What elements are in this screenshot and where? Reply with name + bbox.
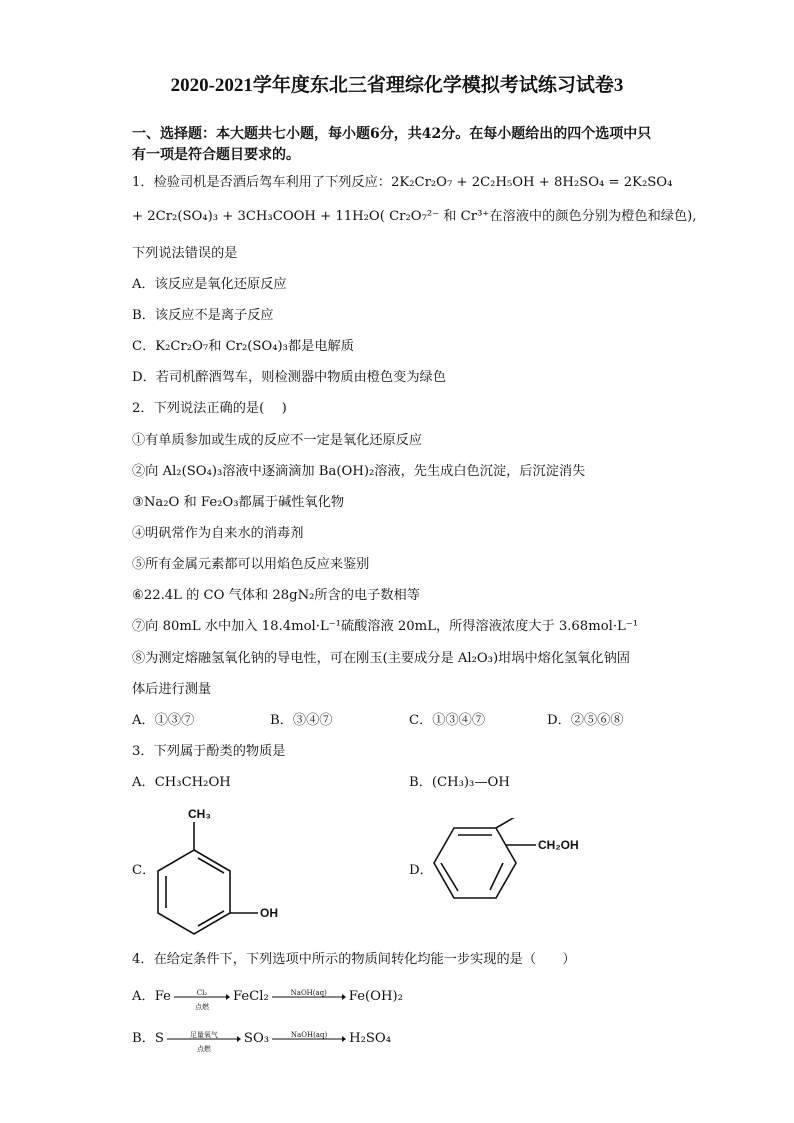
q2-option-c: C．①③④⑦ bbox=[409, 713, 486, 728]
q4-b-arrow-2-top: NaOH(aq) bbox=[290, 1030, 328, 1039]
q1-option-a: A．该反应是氧化还原反应 bbox=[132, 277, 287, 292]
q4-stem: 4．在给定条件下，下列选项中所示的物质间转化均能一步实现的是（ ） bbox=[132, 952, 576, 967]
q4-a-arrow-2 bbox=[272, 988, 346, 1000]
section-header-line1: 一、选择题：本大题共七小题，每小题6分，共42分。在每小题给出的四个选项中只 bbox=[132, 126, 652, 142]
q2-stem: 2．下列说法正确的是( ) bbox=[132, 401, 287, 416]
q3-option-d-label: D． bbox=[409, 863, 433, 878]
q1-stem-line3: 下列说法错误的是 bbox=[132, 246, 238, 261]
q4-b-reactant: B．S bbox=[132, 1031, 164, 1046]
q4-option-b bbox=[132, 1030, 391, 1053]
page-title: 2020-2021学年度东北三省理综化学模拟考试练习试卷3 bbox=[170, 75, 624, 96]
q1-option-c: C．K₂Cr₂O₇和 Cr₂(SO₄)₃都是电解质 bbox=[132, 339, 354, 354]
q4-a-reactant: A．Fe bbox=[132, 989, 171, 1004]
q4-a-product: Fe(OH)₂ bbox=[348, 989, 403, 1004]
q4-a-arrow-1-bottom: 点燃 bbox=[194, 1002, 209, 1011]
q4-b-arrow-1 bbox=[167, 1030, 241, 1053]
q3-d-ch2oh-label: CH₂OH bbox=[538, 838, 579, 852]
q1-option-b: B．该反应不是离子反应 bbox=[132, 308, 274, 323]
q1-stem-line1: 1．检验司机是否酒后驾车利用了下列反应：2K₂Cr₂O₇ + 2C₂H₅OH + 8H₂SO₄ = 2K₂SO₄ bbox=[132, 175, 673, 190]
q2-statement-1: ①有单质参加或生成的反应不一定是氧化还原反应 bbox=[132, 433, 423, 448]
q2-option-d: D．②⑤⑥⑧ bbox=[547, 713, 624, 728]
q4-a-arrow-1-top: Cl₂ bbox=[196, 988, 208, 997]
q4-a-arrow-1 bbox=[174, 988, 230, 1011]
q1-stem-line2: + 2Cr₂(SO₄)₃ + 3CH₃COOH + 11H₂O( Cr₂O₇²⁻ 和 Cr³⁺在溶液中的颜色分别为橙色和绿色), bbox=[132, 209, 697, 224]
q3-option-d-structure bbox=[430, 818, 610, 908]
section-header-line2: 有一项是符合题目要求的。 bbox=[132, 147, 300, 163]
q1-option-d: D．若司机醉酒驾车，则检测器中物质由橙色变为绿色 bbox=[132, 370, 446, 385]
q2-option-b: B．③④⑦ bbox=[270, 713, 333, 728]
q2-statement-6: ⑥22.4L 的 CO 气体和 28gN₂所含的电子数相等 bbox=[132, 588, 420, 603]
q4-a-intermediate: FeCl₂ bbox=[232, 989, 269, 1004]
q4-b-product: H₂SO₄ bbox=[349, 1031, 391, 1046]
q4-a-arrow-2-top: NaOH(aq) bbox=[290, 988, 327, 997]
q2-option-a: A．①③⑦ bbox=[132, 713, 195, 728]
q2-statement-3: ③Na₂O 和 Fe₂O₃都属于碱性氧化物 bbox=[132, 495, 345, 510]
q2-statement-8-line1: ⑧为测定熔融氢氧化钠的导电性，可在刚玉(主要成分是 Al₂O₃)坩埚中熔化氢氧化钠固 bbox=[132, 651, 630, 666]
q2-statement-4: ④明矾常作为自来水的消毒剂 bbox=[132, 526, 304, 541]
q3-option-a: A．CH₃CH₂OH bbox=[132, 775, 231, 790]
q4-b-intermediate: SO₃ bbox=[243, 1031, 270, 1046]
q2-statement-2: ②向 Al₂(SO₄)₃溶液中逐滴滴加 Ba(OH)₂溶液，先生成白色沉淀，后沉淀消失 bbox=[132, 464, 586, 479]
q3-stem: 3．下列属于酚类的物质是 bbox=[132, 744, 286, 759]
q4-b-arrow-1-top: 足量氧气 bbox=[189, 1030, 218, 1039]
q3-option-b: B．(CH₃)₃—OH bbox=[409, 775, 510, 790]
q4-option-a bbox=[132, 988, 403, 1011]
q2-statement-8-line2: 体后进行测量 bbox=[132, 682, 212, 697]
q3-option-c-label: C． bbox=[132, 863, 156, 878]
q4-b-arrow-2 bbox=[272, 1030, 346, 1042]
q2-statement-5: ⑤所有金属元素都可以用焰色反应来鉴别 bbox=[132, 557, 370, 572]
q3-option-c-structure bbox=[150, 800, 300, 940]
q3-c-oh-label: OH bbox=[260, 906, 278, 920]
q2-statement-7: ⑦向 80mL 水中加入 18.4mol·L⁻¹硫酸溶液 20mL，所得溶液浓度大于 3.68mol·L⁻¹ bbox=[132, 619, 639, 634]
q3-c-ch3-label: CH₃ bbox=[188, 807, 211, 821]
q4-b-arrow-1-bottom: 点燃 bbox=[196, 1044, 211, 1053]
